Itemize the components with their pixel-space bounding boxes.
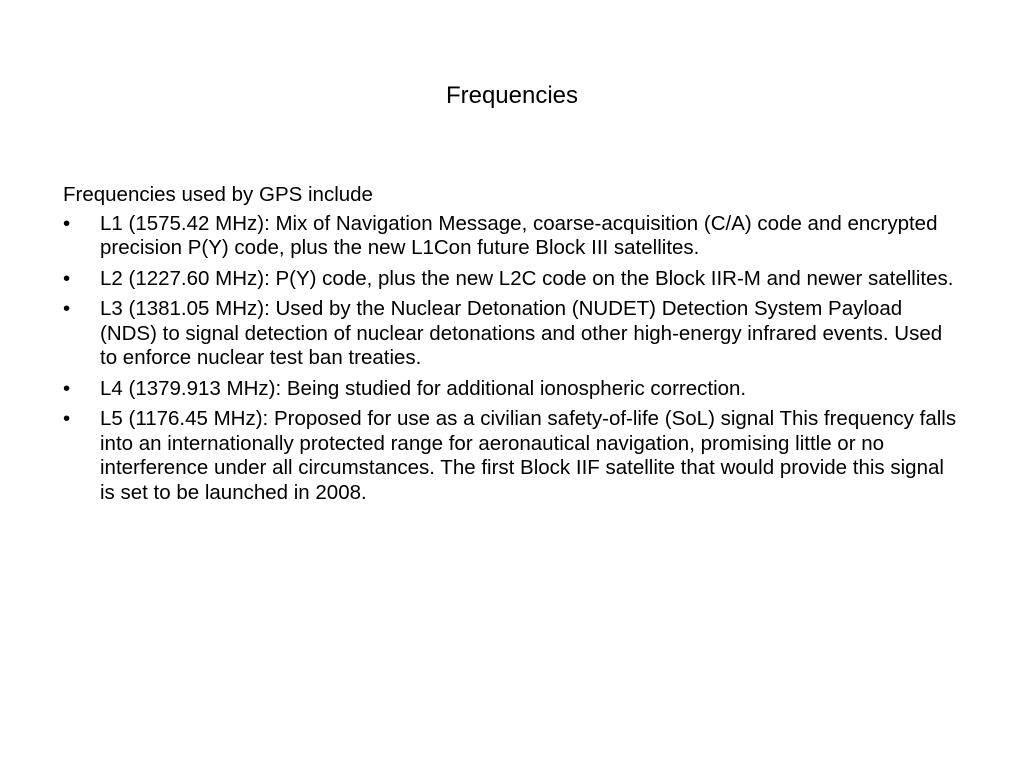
bullet-text: L3 (1381.05 MHz): Used by the Nuclear Detonation (NUDET) Detection System Payload (NDS) to signal detection of nuclear detonations and other high-energy infrared events. Used to enforce nuclear test ban treaties. bbox=[100, 297, 943, 369]
bullet-item-l1 bbox=[63, 212, 963, 261]
bullet-item-l4 bbox=[63, 377, 963, 402]
bullet-item-l3 bbox=[63, 297, 963, 371]
bullet-list bbox=[63, 212, 963, 506]
bullet-text: L1 (1575.42 MHz): Mix of Navigation Message, coarse-acquisition (C/A) code and encrypted precision P(Y) code, plus the new L1Con future Block III satellites. bbox=[100, 211, 938, 259]
bullet-text: L4 (1379.913 MHz): Being studied for additional ionospheric correction. bbox=[100, 376, 747, 400]
bullet-item-l5 bbox=[63, 407, 963, 505]
bullet-text: L5 (1176.45 MHz): Proposed for use as a civilian safety-of-life (SoL) signal This frequency falls into an internationally protected range for aeronautical navigation, promising little or no interference under all circumstances. The first Block IIF satellite that would provide this signal is set to be launched in 2008. bbox=[100, 407, 957, 504]
bullet-mark: • bbox=[63, 297, 71, 320]
bullet-mark: • bbox=[63, 376, 71, 400]
slide-body bbox=[63, 183, 963, 511]
bullet-mark: • bbox=[63, 211, 71, 235]
bullet-mark: • bbox=[63, 407, 71, 430]
intro-text: Frequencies used by GPS include bbox=[63, 183, 373, 206]
bullet-text: L2 (1227.60 MHz): P(Y) code, plus the new L2C code on the Block IIR-M and newer satellites. bbox=[100, 266, 954, 290]
slide-title: Frequencies bbox=[445, 82, 579, 109]
bullet-mark: • bbox=[63, 266, 71, 290]
bullet-item-l2 bbox=[63, 267, 963, 292]
